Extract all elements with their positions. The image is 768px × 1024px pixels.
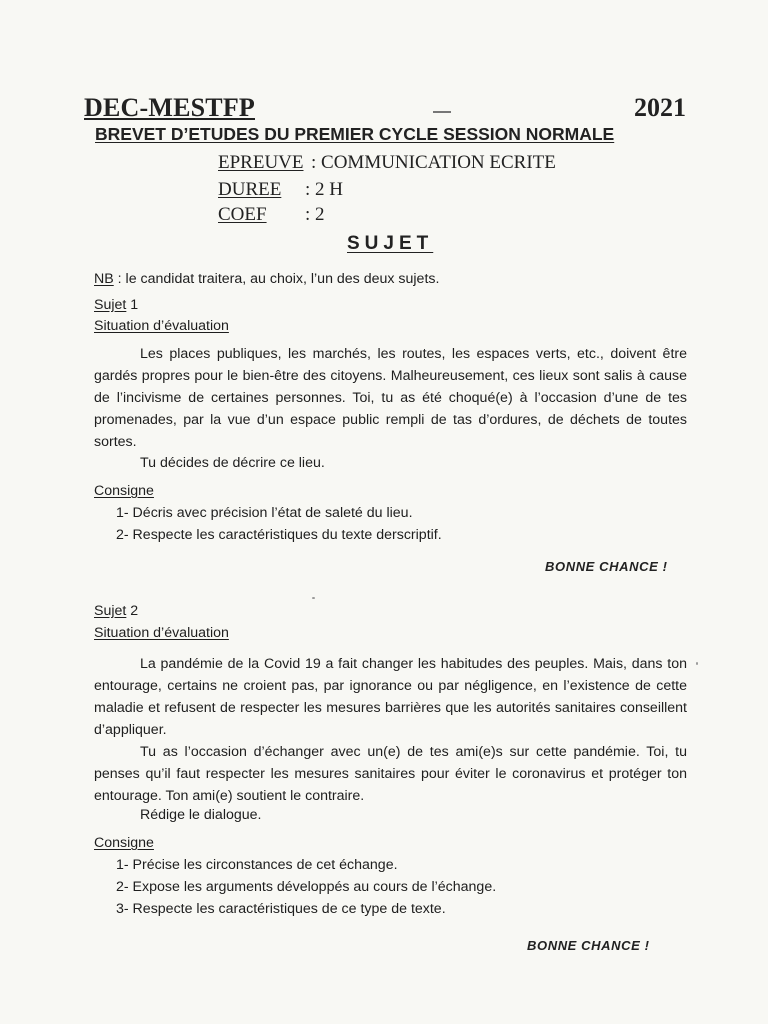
scan-speck xyxy=(312,597,315,599)
duree-label: DUREE xyxy=(218,179,282,200)
nb-text: : le candidat traitera, au choix, l’un des deux sujets. xyxy=(113,271,440,287)
subject1-number: 1 xyxy=(126,297,139,313)
subject1-paragraph2: Tu décides de décrire ce lieu. xyxy=(140,455,325,471)
subject2-paragraph1 xyxy=(94,653,687,741)
subject2-paragraph2-text: Tu as l’occasion d’échanger avec un(e) de tes ami(e)s sur cette pandémie. Toi, tu penses qu’il faut respecter les mesures sanitaires pour éviter le coronavirus et protéger ton entourage. Ton ami(e) soutient le contraire. xyxy=(94,744,687,804)
subject2-number: 2 xyxy=(126,603,139,619)
subject2-item-3: 3- Respecte les caractéristiques de ce type de texte. xyxy=(116,901,446,917)
subject1-closing: BONNE CHANCE ! xyxy=(545,559,668,574)
subject2-heading xyxy=(94,603,138,619)
coef-value: : 2 xyxy=(305,204,325,225)
subject2-paragraph1-text: La pandémie de la Covid 19 a fait changer les habitudes des peuples. Mais, dans ton entourage, certains ne croient pas, par ignorance ou par négligence, en l’existence de cette maladie et refusent de respecter les mesures barrières que les autorités sanitaires conseillent d’appliquer. xyxy=(94,656,687,738)
subject2-paragraph2 xyxy=(94,741,687,807)
scan-speck xyxy=(696,662,698,665)
subject2-closing: BONNE CHANCE ! xyxy=(527,938,650,953)
subject1-label: Sujet xyxy=(94,297,127,313)
org-name: DEC-MESTFP xyxy=(84,93,255,122)
coef-label: COEF xyxy=(218,204,267,225)
subject1-heading xyxy=(94,297,138,313)
subject1-consigne: Consigne xyxy=(94,483,154,499)
nb-label: NB xyxy=(94,271,114,287)
subject2-consigne: Consigne xyxy=(94,835,154,851)
subject2-paragraph3: Rédige le dialogue. xyxy=(140,807,262,823)
nb-line xyxy=(94,271,439,287)
subject1-situation: Situation d’évaluation xyxy=(94,318,229,334)
subject1-paragraph1 xyxy=(94,343,687,453)
duree-value: : 2 H xyxy=(305,179,343,200)
exam-title: BREVET D’ETUDES DU PREMIER CYCLE SESSION NORMALE xyxy=(95,124,615,144)
epreuve-label: EPREUVE xyxy=(218,152,304,173)
header-dash xyxy=(433,111,451,113)
exam-year: 2021 xyxy=(634,93,686,122)
subject1-item-1: 1- Décris avec précision l’état de saleté du lieu. xyxy=(116,505,413,521)
subject1-paragraph1-text: Les places publiques, les marchés, les routes, les espaces verts, etc., doivent être gardés propres pour le bien-être des citoyens. Malheureusement, ces lieux sont salis à cause de l’incivisme de certaines personnes. Toi, tu as été choqué(e) à l’occasion d’une de tes promenades, par la vue d’un espace public rempli de tas d’ordures, de déchets de toutes sortes. xyxy=(94,346,687,450)
epreuve-value: : COMMUNICATION ECRITE xyxy=(311,152,556,173)
subject2-item-2: 2- Expose les arguments développés au cours de l’échange. xyxy=(116,879,497,895)
page-title: SUJET xyxy=(347,233,434,254)
subject2-item-1: 1- Précise les circonstances de cet échange. xyxy=(116,857,398,873)
subject1-item-2: 2- Respecte les caractéristiques du texte derscriptif. xyxy=(116,527,442,543)
subject2-label: Sujet xyxy=(94,603,127,619)
subject2-situation: Situation d’évaluation xyxy=(94,625,229,641)
